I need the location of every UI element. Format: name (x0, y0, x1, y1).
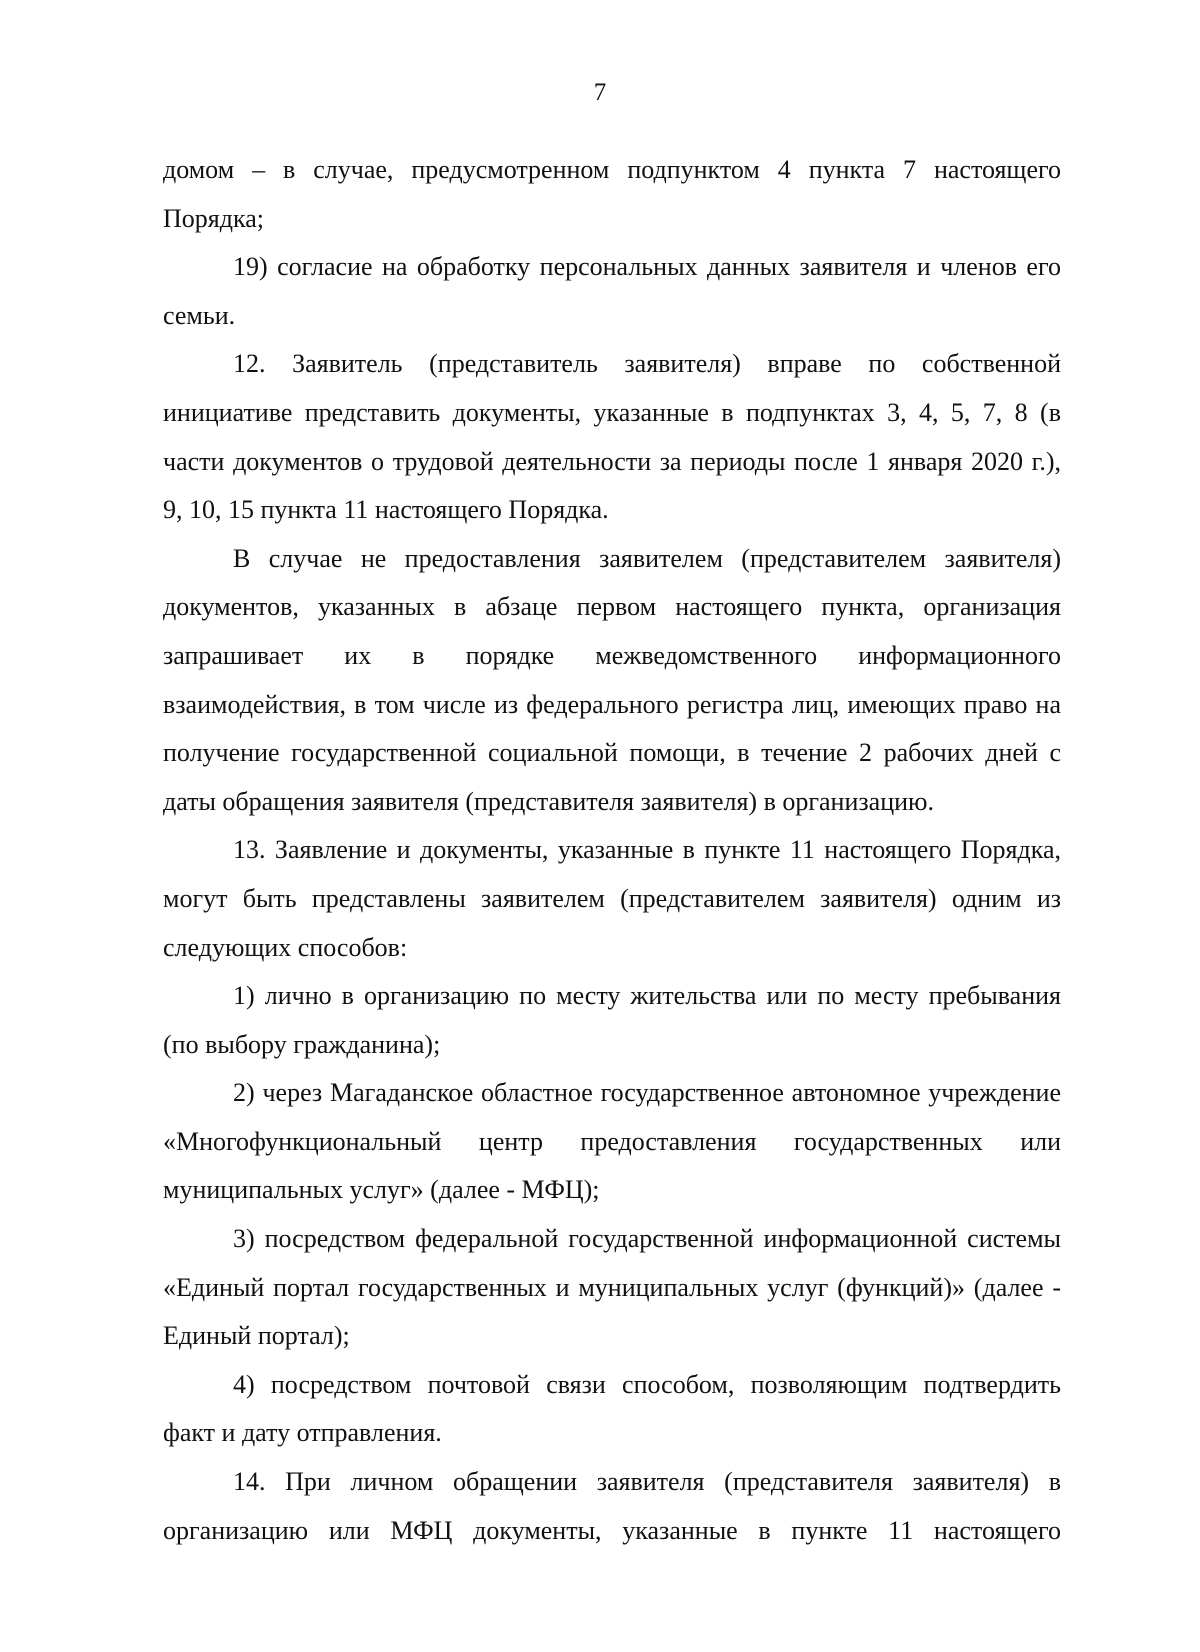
paragraph-clause-12: 12. Заявитель (представитель заявителя) вправе по собственной инициативе представить документы, указанные в подпунктах 3, 4, 5, 7, 8 (в части документов о трудовой деятельности за периоды после 1 января 2020 г.), 9, 10, 15 пункта 11 настоящего Порядка. (163, 349, 1061, 525)
paragraph-method-1: 1) лично в организацию по месту жительства или по месту пребывания (по выбору гражданина); (163, 981, 1061, 1059)
paragraph-clause-14: 14. При личном обращении заявителя (представителя заявителя) в организацию или МФЦ документы, указанные в пункте 11 настоящего (163, 1467, 1061, 1545)
paragraph-method-3: 3) посредством федеральной государственной информационной системы «Единый портал государственных и муниципальных услуг (функций)» (далее - Единый портал); (163, 1224, 1061, 1351)
paragraph-clause-12-second: В случае не предоставления заявителем (представителем заявителя) документов, указанных в абзаце первом настоящего пункта, организация запрашивает их в порядке межведомственного информационного взаимодействия, в том числе из федерального регистра лиц, имеющих право на получение государственной социальной помощи, в течение 2 рабочих дней с даты обращения заявителя (представителя заявителя) в организацию. (163, 543, 1061, 816)
paragraph-clause-13: 13. Заявление и документы, указанные в пункте 11 настоящего Порядка, могут быть представлены заявителем (представителем заявителя) одним из следующих способов: (163, 835, 1061, 962)
paragraph-item-19: 19) согласие на обработку персональных данных заявителя и членов его семьи. (163, 252, 1061, 330)
paragraph-continuation: домом – в случае, предусмотренном подпунктом 4 пункта 7 настоящего Порядка; (163, 155, 1061, 233)
paragraph-method-2: 2) через Магаданское областное государственное автономное учреждение «Многофункциональный центр предоставления государственных или муниципальных услуг» (далее - МФЦ); (163, 1078, 1061, 1205)
document-body (163, 146, 1061, 1555)
paragraph-method-4: 4) посредством почтовой связи способом, позволяющим подтвердить факт и дату отправления. (163, 1369, 1061, 1448)
page-number: 7 (593, 79, 607, 106)
